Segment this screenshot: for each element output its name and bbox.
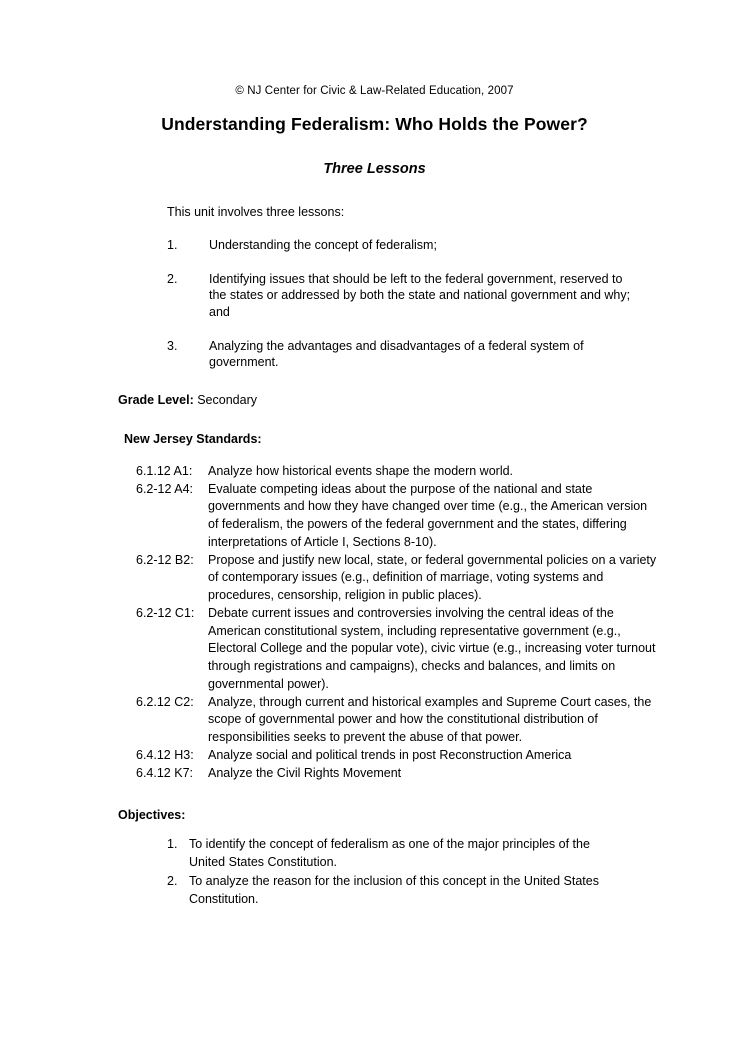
table-row [136, 747, 659, 765]
list-item [167, 873, 609, 909]
table-row [136, 552, 659, 605]
objective-text: To analyze the reason for the inclusion of this concept in the United States Constitution. [189, 873, 599, 906]
standard-code: 6.4.12 K7: [136, 765, 193, 780]
standards-list [136, 463, 659, 783]
standard-text: Propose and justify new local, state, or federal governmental policies on a variety of contemporary issues (e.g., definition of marriage, voting systems and procedures, censorship, religion in public places). [208, 552, 657, 602]
grade-level-line [118, 393, 749, 407]
objectives-heading: Objectives: [118, 808, 186, 823]
lesson-text: Analyzing the advantages and disadvantages of a federal system of government. [209, 338, 584, 370]
list-item [167, 271, 639, 321]
lesson-number: 3. [167, 338, 178, 353]
objective-text: To identify the concept of federalism as one of the major principles of the United States Constitution. [189, 837, 590, 869]
lesson-number: 2. [167, 271, 178, 286]
objective-number: 2. [167, 873, 178, 888]
table-row [136, 481, 659, 552]
standard-text: Debate current issues and controversies involving the central ideas of the American constitutional system, including representative government (e.g., Electoral College and the popular vote), civic virtue (e.g., increasing voter turnout through registrations and campaigns), checks and balances, and limits on governmental power). [208, 605, 656, 691]
copyright-notice: © NJ Center for Civic & Law-Related Education, 2007 [235, 85, 514, 97]
list-item [167, 836, 609, 872]
list-item [167, 338, 639, 371]
table-row [136, 463, 659, 481]
document-page [0, 85, 749, 1055]
page-subtitle: Three Lessons [323, 161, 426, 177]
standard-text: Evaluate competing ideas about the purpose of the national and state governments and how they have changed over time (e.g., the American version of federalism, the powers of the federal government and the states, differing interpretations of Article I, Sections 8-10). [208, 481, 648, 549]
table-row [136, 605, 659, 694]
standard-code: 6.2.12 C2: [136, 694, 194, 709]
lesson-text: Understanding the concept of federalism; [209, 238, 437, 252]
standard-text: Analyze social and political trends in post Reconstruction America [208, 747, 572, 762]
table-row [136, 694, 659, 747]
lesson-list [167, 237, 639, 371]
table-row [136, 765, 659, 783]
grade-level-value: Secondary [197, 392, 257, 407]
objective-number: 1. [167, 837, 178, 852]
standard-code: 6.1.12 A1: [136, 463, 193, 478]
standard-text: Analyze, through current and historical examples and Supreme Court cases, the scope of governmental power and how the constitutional distribution of responsibilities seeks to prevent the abuse of that power. [208, 694, 652, 744]
standard-code: 6.2-12 B2: [136, 552, 194, 567]
lesson-number: 1. [167, 238, 178, 252]
lesson-text: Identifying issues that should be left to the federal government, reserved to the states or addressed by both the state and national government and why; and [209, 271, 631, 319]
objectives-list [167, 836, 609, 908]
page-title: Understanding Federalism: Who Holds the Power? [161, 114, 588, 134]
list-item [167, 237, 639, 254]
standard-code: 6.4.12 H3: [136, 747, 194, 762]
standards-heading: New Jersey Standards: [124, 431, 262, 446]
standard-text: Analyze how historical events shape the modern world. [208, 463, 514, 478]
standard-text: Analyze the Civil Rights Movement [208, 765, 402, 780]
intro-text: This unit involves three lessons: [167, 205, 345, 219]
grade-level-label: Grade Level: [118, 392, 194, 407]
standard-code: 6.2-12 C1: [136, 605, 195, 620]
standard-code: 6.2-12 A4: [136, 481, 193, 496]
